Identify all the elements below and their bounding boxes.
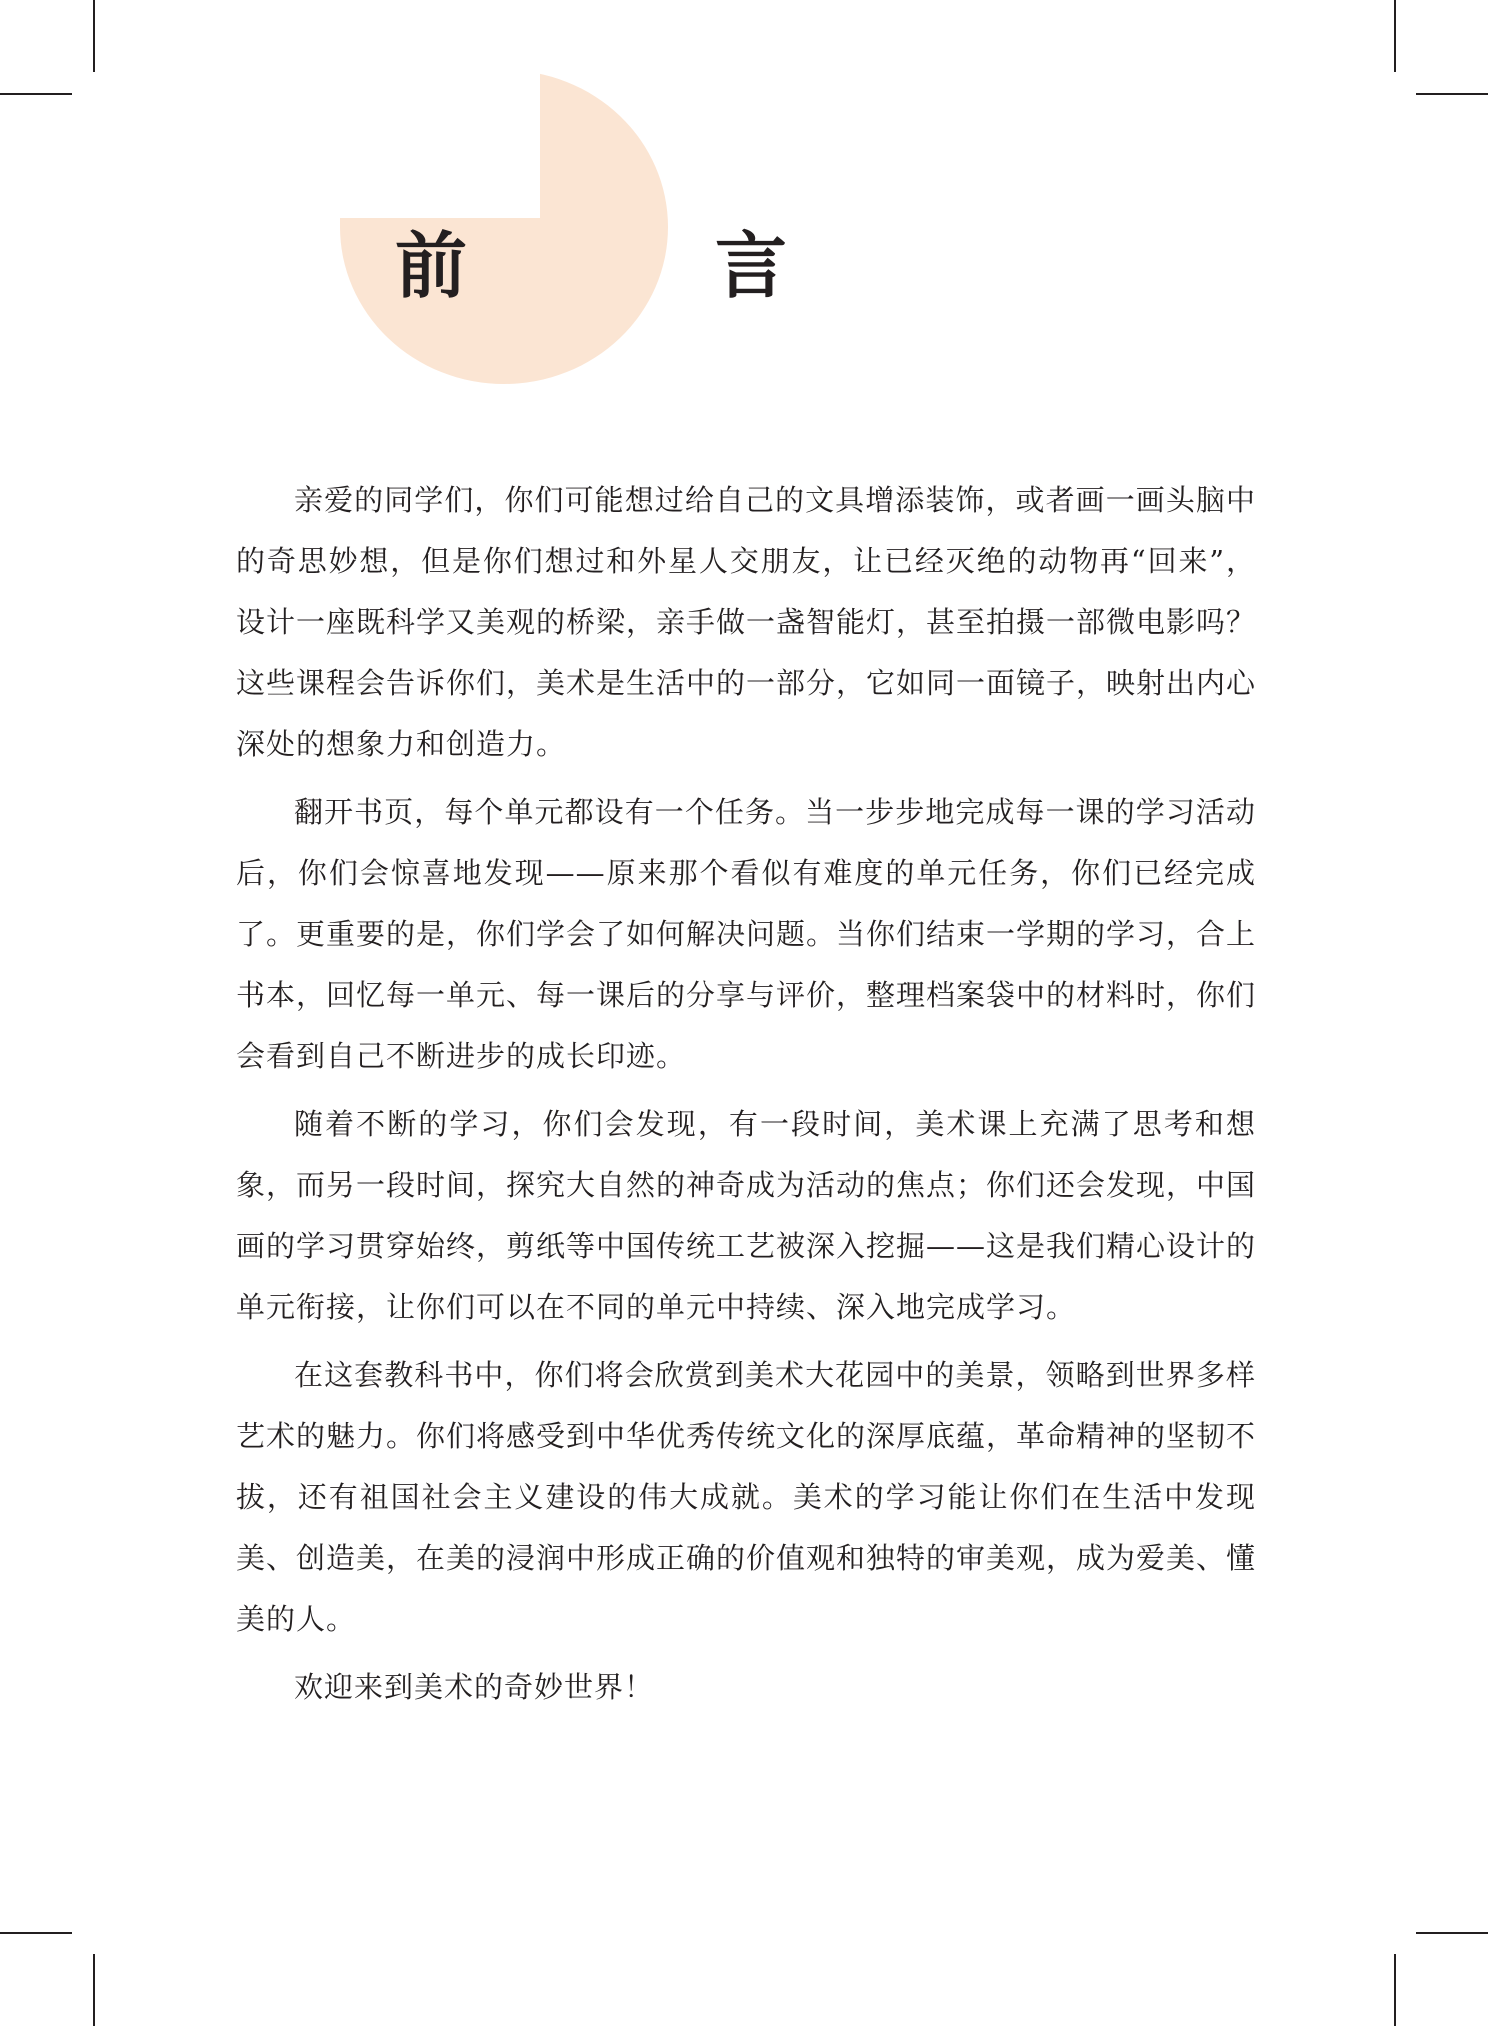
crop-mark-bottom-right-vertical xyxy=(1394,1954,1396,2026)
crop-mark-bottom-left-vertical xyxy=(93,1954,95,2026)
crop-mark-bottom-left-horizontal xyxy=(0,1932,72,1934)
crop-mark-bottom-right-horizontal xyxy=(1416,1932,1488,1934)
paragraph-1: 亲爱的同学们，你们可能想过给自己的文具增添装饰，或者画一画头脑中的奇思妙想，但是你们想过和外星人交朋友，让已经灭绝的动物再“回来”，设计一座既科学又美观的桥梁，亲手做一盏智能灯，甚至拍摄一部微电影吗？这些课程会告诉你们，美术是生活中的一部分，它如同一面镜子，映射出内心深处的想象力和创造力。 xyxy=(236,483,1257,761)
crop-mark-top-left-horizontal xyxy=(0,93,72,95)
crop-mark-top-left-vertical xyxy=(93,0,95,72)
crop-mark-top-right-vertical xyxy=(1394,0,1396,72)
crop-mark-top-right-horizontal xyxy=(1416,93,1488,95)
paragraph-5: 欢迎来到美术的奇妙世界！ xyxy=(294,1670,655,1704)
paragraph-3: 随着不断的学习，你们会发现，有一段时间，美术课上充满了思考和想象，而另一段时间，探究大自然的神奇成为活动的焦点；你们还会发现，中国画的学习贯穿始终，剪纸等中国传统工艺被深入挖掘——这是我们精心设计的单元衔接，让你们可以在不同的单元中持续、深入地完成学习。 xyxy=(236,1107,1257,1324)
page-title: 前 言 xyxy=(395,223,876,308)
paragraph-2: 翻开书页，每个单元都设有一个任务。当一步步地完成每一课的学习活动后，你们会惊喜地发现——原来那个看似有难度的单元任务，你们已经完成了。更重要的是，你们学会了如何解决问题。当你们结束一学期的学习，合上书本，回忆每一单元、每一课后的分享与评价，整理档案袋中的材料时，你们会看到自己不断进步的成长印迹。 xyxy=(236,795,1257,1073)
preface-body xyxy=(236,470,1256,1725)
paragraph-4: 在这套教科书中，你们将会欣赏到美术大花园中的美景，领略到世界多样艺术的魅力。你们将感受到中华优秀传统文化的深厚底蕴，革命精神的坚韧不拔，还有祖国社会主义建设的伟大成就。美术的学习能让你们在生活中发现美、创造美，在美的浸润中形成正确的价值观和独特的审美观，成为爱美、懂美的人。 xyxy=(236,1358,1257,1636)
